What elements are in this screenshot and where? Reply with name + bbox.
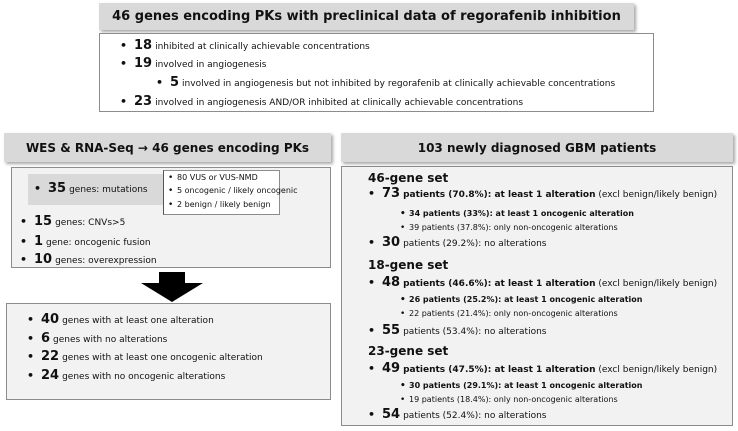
mutation-detail-1: • 80 VUS or VUS-NMD bbox=[168, 173, 258, 183]
left-data-box bbox=[11, 167, 331, 268]
overexpression-item: • 10 genes: overexpression bbox=[20, 252, 157, 267]
set-1-non-oncogenic: • 39 patients (37.8%): only non-oncogenic alterations bbox=[400, 223, 618, 233]
left-summary-box bbox=[6, 303, 331, 400]
summary-item-2: • 6 genes with no alterations bbox=[27, 331, 168, 346]
fusion-item: • 1 gene: oncogenic fusion bbox=[20, 234, 151, 249]
top-box bbox=[99, 33, 654, 112]
left-header bbox=[4, 133, 331, 162]
set-1-main: • 73 patients (70.8%): at least 1 alteration (excl benign/likely benign) bbox=[368, 186, 718, 201]
set-1-oncogenic: • 34 patients (33%): at least 1 oncogenic alteration bbox=[400, 209, 634, 219]
mutation-detail-2: • 5 oncogenic / likely oncogenic bbox=[168, 186, 298, 196]
set-2-title: 18-gene set bbox=[368, 258, 449, 272]
set-3-oncogenic: • 30 patients (29.1%): at least 1 oncogenic alteration bbox=[400, 381, 643, 391]
set-3-non-oncogenic: • 19 patients (18.4%): only non-oncogenic alterations bbox=[400, 395, 618, 405]
down-arrow-icon bbox=[141, 272, 203, 302]
summary-item-4: • 24 genes with no oncogenic alterations bbox=[27, 368, 226, 383]
set-3-title: 23-gene set bbox=[368, 344, 449, 358]
mutation-detail-3: • 2 benign / likely benign bbox=[168, 200, 271, 210]
top-item-1: • 18 inhibited at clinically achievable concentrations bbox=[120, 38, 370, 53]
top-header-title: 46 genes encoding PKs with preclinical data of regorafenib inhibition bbox=[112, 9, 621, 24]
top-header bbox=[99, 3, 634, 30]
set-3-main: • 49 patients (47.5%): at least 1 alteration (excl benign/likely benign) bbox=[368, 361, 718, 376]
set-2-oncogenic: • 26 patients (25.2%): at least 1 oncogenic alteration bbox=[400, 295, 643, 305]
top-item-2: • 19 involved in angiogenesis bbox=[120, 56, 267, 71]
set-1-none: • 30 patients (29.2%): no alterations bbox=[368, 235, 547, 250]
summary-item-1: • 40 genes with at least one alteration bbox=[27, 312, 214, 327]
right-box bbox=[341, 166, 733, 426]
set-2-non-oncogenic: • 22 patients (21.4%): only non-oncogenic alterations bbox=[400, 309, 618, 319]
set-2-none: • 55 patients (53.4%): no alterations bbox=[368, 323, 547, 338]
set-3-none: • 54 patients (52.4%): no alterations bbox=[368, 407, 547, 422]
mutations-item: • 35 genes: mutations bbox=[34, 181, 148, 196]
cnv-item: • 15 genes: CNVs>5 bbox=[20, 214, 126, 229]
top-item-4: • 23 involved in angiogenesis AND/OR inhibited at clinically achievable concentrations bbox=[120, 94, 524, 109]
right-header-title: 103 newly diagnosed GBM patients bbox=[417, 140, 657, 155]
left-header-title: WES & RNA-Seq → 46 genes encoding PKs bbox=[25, 140, 310, 155]
summary-item-3: • 22 genes with at least one oncogenic alteration bbox=[27, 349, 263, 364]
set-2-main: • 48 patients (46.6%): at least 1 alteration (excl benign/likely benign) bbox=[368, 275, 718, 290]
top-item-3: • 5 involved in angiogenesis but not inhibited by regorafenib at clinically achievable concentrations bbox=[156, 75, 616, 90]
right-header bbox=[341, 133, 733, 162]
set-1-title: 46-gene set bbox=[368, 171, 449, 185]
